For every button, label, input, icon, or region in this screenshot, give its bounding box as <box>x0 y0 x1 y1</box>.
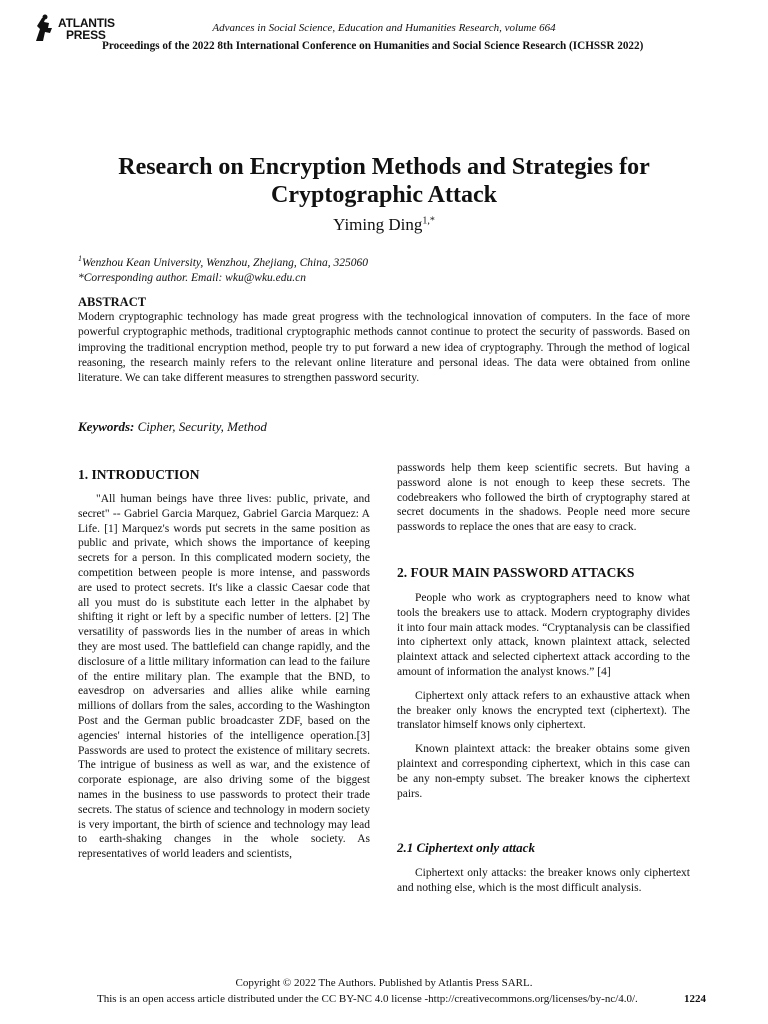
section-2-paragraph-3: Known plaintext attack: the breaker obtains some given plaintext and corresponding ciphertext, which in this case can be any non-empty subset. The breaker knows the ciphertext pairs. <box>397 743 690 800</box>
abstract-text: Modern cryptographic technology has made great progress with the technological innovation of computers. In the face of more powerful cryptographic methods, traditional cryptographic methods cannot continue to protect the security of passwords. Based on improving the traditional encryption method, people try to put forward a new idea of cryptography. Through the method of logical reasoning, the research mainly refers to the relevant online literature and personal ideas. The data were obtained from online literature. We can take different measures to strengthen password security. <box>78 311 690 385</box>
keywords-label: Keywords: <box>78 419 135 434</box>
intro-continued: passwords help them keep scientific secrets. But having a password alone is not enough to keep these secrets. The codebreakers who followed the birth of cryptography stared at secret documents in the shadows. People need more secure passwords to replace the ones that are easy to crack. <box>397 462 690 534</box>
keywords-value: Cipher, Security, Method <box>137 419 267 434</box>
page-number: 1224 <box>684 993 706 1005</box>
right-column-top <box>397 461 690 535</box>
author-superscript: 1,* <box>422 215 435 227</box>
section-1-heading: 1. INTRODUCTION <box>78 467 200 482</box>
affiliation-line-1: Wenzhou Kean University, Wenzhou, Zhejiang, China, 325060 <box>82 256 369 269</box>
footer-license: This is an open access article distributed under the CC BY-NC 4.0 license -http://creativecommons.org/licenses/by-nc/4.0/. <box>97 993 638 1005</box>
intro-paragraph: "All human beings have three lives: public, private, and secret" -- Gabriel Garcia Marquez, Gabriel Garcia Marquez: A Life. [1] Marquez's words put secrets in the same position as public and private, which shows the importance of keeping secrets for a person. In this complicated modern society, the competition between people is more intense, and passwords are used to protect secrets. It's like a classic Caesar code that all you must do is substitute each letter in the alphabet by shifting it right or left by a specific number of letters. [2] The versatility of passwords lies in the number of areas in which they are most used. The battlefield can change rapidly, and the disclosure of a little military information can lead to the failure of the entire military plan. The example that the BND, to eavesdrop on adversaries and allies alike while earning millions of dollars from the sales, according to the Washington Post and the German public broadcaster ZDF, based on the agencies' internal histories of the intelligence operation.[3] Passwords are used to protect the existence of military secrets. The intrigue of business as well as war, and the existence of corporate espionage, are also driving some of the biggest names in the business to use passwords to protect their trade secrets. The status of science and technology in modern society is very important, the birth of science and technology may lead to earth-shaking changes in the whole society. As representatives of world leaders and scientists, <box>78 493 370 861</box>
logo-line-2: PRESS <box>66 28 106 42</box>
title-line-1: Research on Encryption Methods and Strategies for <box>118 154 650 180</box>
abstract-heading: ABSTRACT <box>78 295 147 309</box>
journal-header: Advances in Social Science, Education and Humanities Research, volume 664 <box>212 22 556 34</box>
author-name: Yiming Ding <box>333 215 423 234</box>
affiliation <box>78 251 368 286</box>
section-2-paragraph-2: Ciphertext only attack refers to an exhaustive attack when the breaker only knows the encrypted text (ciphertext). The translator himself knows only ciphertext. <box>397 689 690 732</box>
section-2-body <box>397 591 690 801</box>
keywords <box>78 419 267 435</box>
section-2-heading: 2. FOUR MAIN PASSWORD ATTACKS <box>397 565 635 580</box>
affiliation-line-2: *Corresponding author. Email: wku@wku.edu.cn <box>78 271 307 284</box>
paper-title <box>40 153 728 209</box>
subsection-2-1-body <box>397 866 690 896</box>
title-line-2: Cryptographic Attack <box>271 182 497 208</box>
subsection-2-1-heading: 2.1 Ciphertext only attack <box>397 840 535 855</box>
affiliation-superscript: 1 <box>78 254 82 263</box>
logo-line-1: ATLANTIS <box>58 16 115 30</box>
footer-copyright: Copyright © 2022 The Authors. Published by Atlantis Press SARL. <box>235 977 533 989</box>
author <box>0 215 768 235</box>
left-column <box>78 492 370 862</box>
section-2-paragraph-1: People who work as cryptographers need to know what tools the breakers use to attack. Modern cryptography divides it into four main attack modes. “Cryptanalysis can be classified into ciphertext only attack, known plaintext attack, selected plaintext attack and selected ciphertext attack according to the amount of information the analyst knows.” [4] <box>397 592 690 678</box>
subsection-2-1-paragraph: Ciphertext only attacks: the breaker knows only ciphertext and nothing else, which is the most difficult analysis. <box>397 867 690 894</box>
proceedings-header: Proceedings of the 2022 8th International Conference on Humanities and Social Science Research (ICHSSR 2022) <box>102 40 644 52</box>
